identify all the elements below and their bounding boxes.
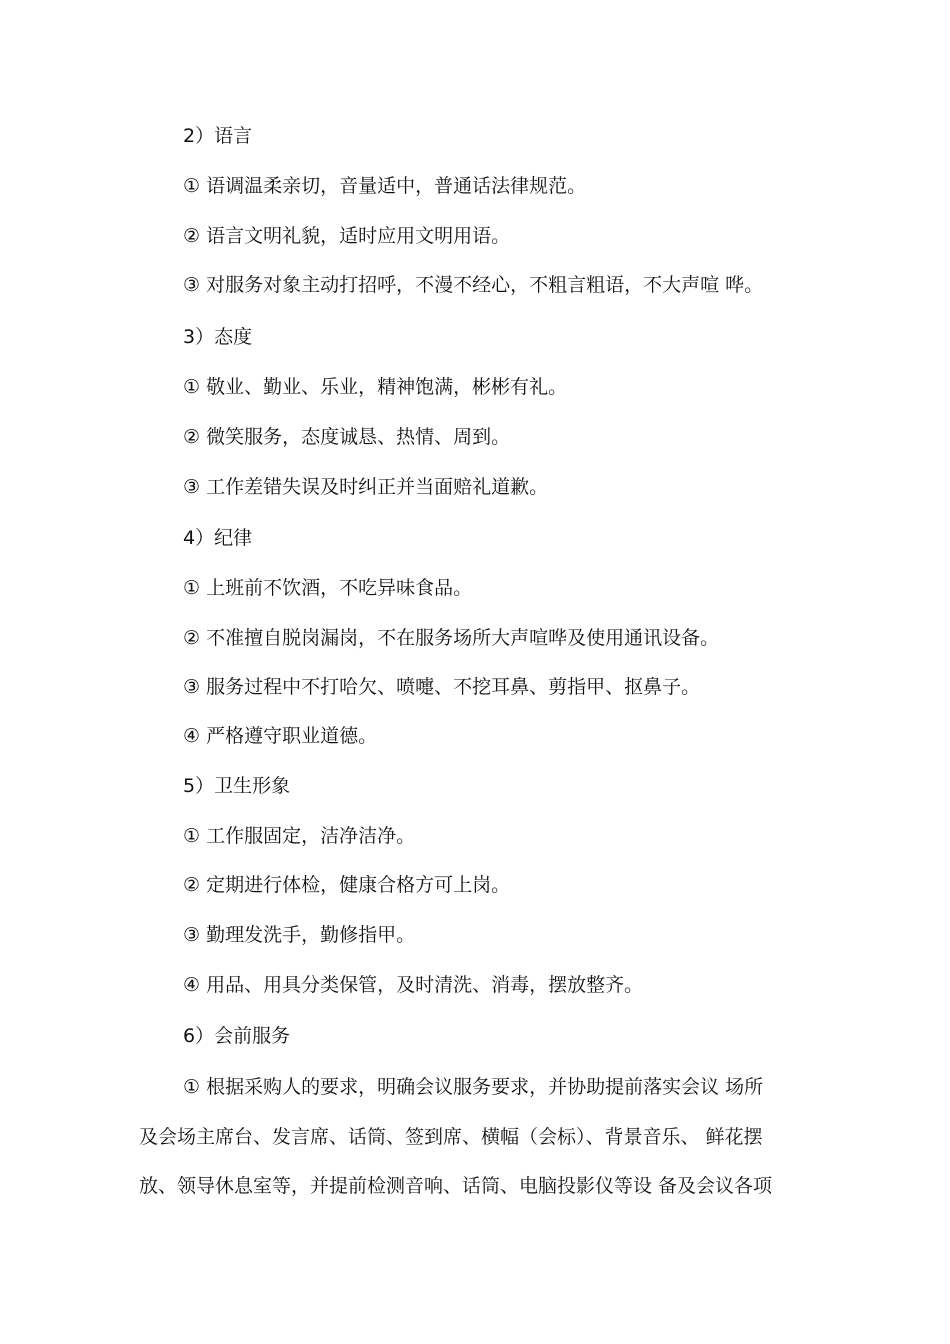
list-item: ① 敬业、勤业、乐业，精神饱满，彬彬有礼。 — [183, 376, 568, 398]
list-item: ① 上班前不饮酒，不吃异味食品。 — [183, 577, 473, 599]
paragraph-line: 放、领导休息室等，并提前检测音响、话筒、电脑投影仪等设 备及会议各项 — [139, 1175, 773, 1197]
section-heading-discipline: 4）纪律 — [183, 527, 253, 549]
list-item: ③ 服务过程中不打哈欠、喷嚏、不挖耳鼻、剪指甲、抠鼻子。 — [183, 676, 701, 698]
list-item: ③ 对服务对象主动打招呼，不漫不经心，不粗言粗语，不大声喧 哗。 — [183, 274, 764, 296]
section-heading-language: 2）语言 — [183, 125, 253, 147]
list-item: ② 定期进行体检，健康合格方可上岗。 — [183, 874, 511, 896]
section-heading-hygiene: 5）卫生形象 — [183, 775, 291, 797]
list-item: ② 微笑服务，态度诚恳、热情、周到。 — [183, 426, 511, 448]
list-item: ④ 严格遵守职业道德。 — [183, 725, 378, 747]
list-item: ① 工作服固定，洁净洁净。 — [183, 825, 416, 847]
list-item: ① 语调温柔亲切，音量适中，普通话法律规范。 — [183, 175, 587, 197]
list-item: ③ 勤理发洗手，勤修指甲。 — [183, 924, 416, 946]
section-heading-pre-meeting-service: 6）会前服务 — [183, 1025, 291, 1047]
list-item: ② 不准擅自脱岗漏岗，不在服务场所大声喧哗及使用通讯设备。 — [183, 627, 720, 649]
paragraph-line: 及会场主席台、发言席、话筒、签到席、横幅（会标）、背景音乐、 鲜花摆 — [139, 1126, 763, 1148]
list-item: ② 语言文明礼貌，适时应用文明用语。 — [183, 225, 511, 247]
list-item: ③ 工作差错失误及时纠正并当面赔礼道歉。 — [183, 476, 549, 498]
section-heading-attitude: 3）态度 — [183, 326, 253, 348]
list-item: ④ 用品、用具分类保管，及时清洗、消毒，摆放整齐。 — [183, 974, 644, 996]
paragraph-line: ① 根据采购人的要求，明确会议服务要求，并协助提前落实会议 场所 — [183, 1076, 764, 1098]
